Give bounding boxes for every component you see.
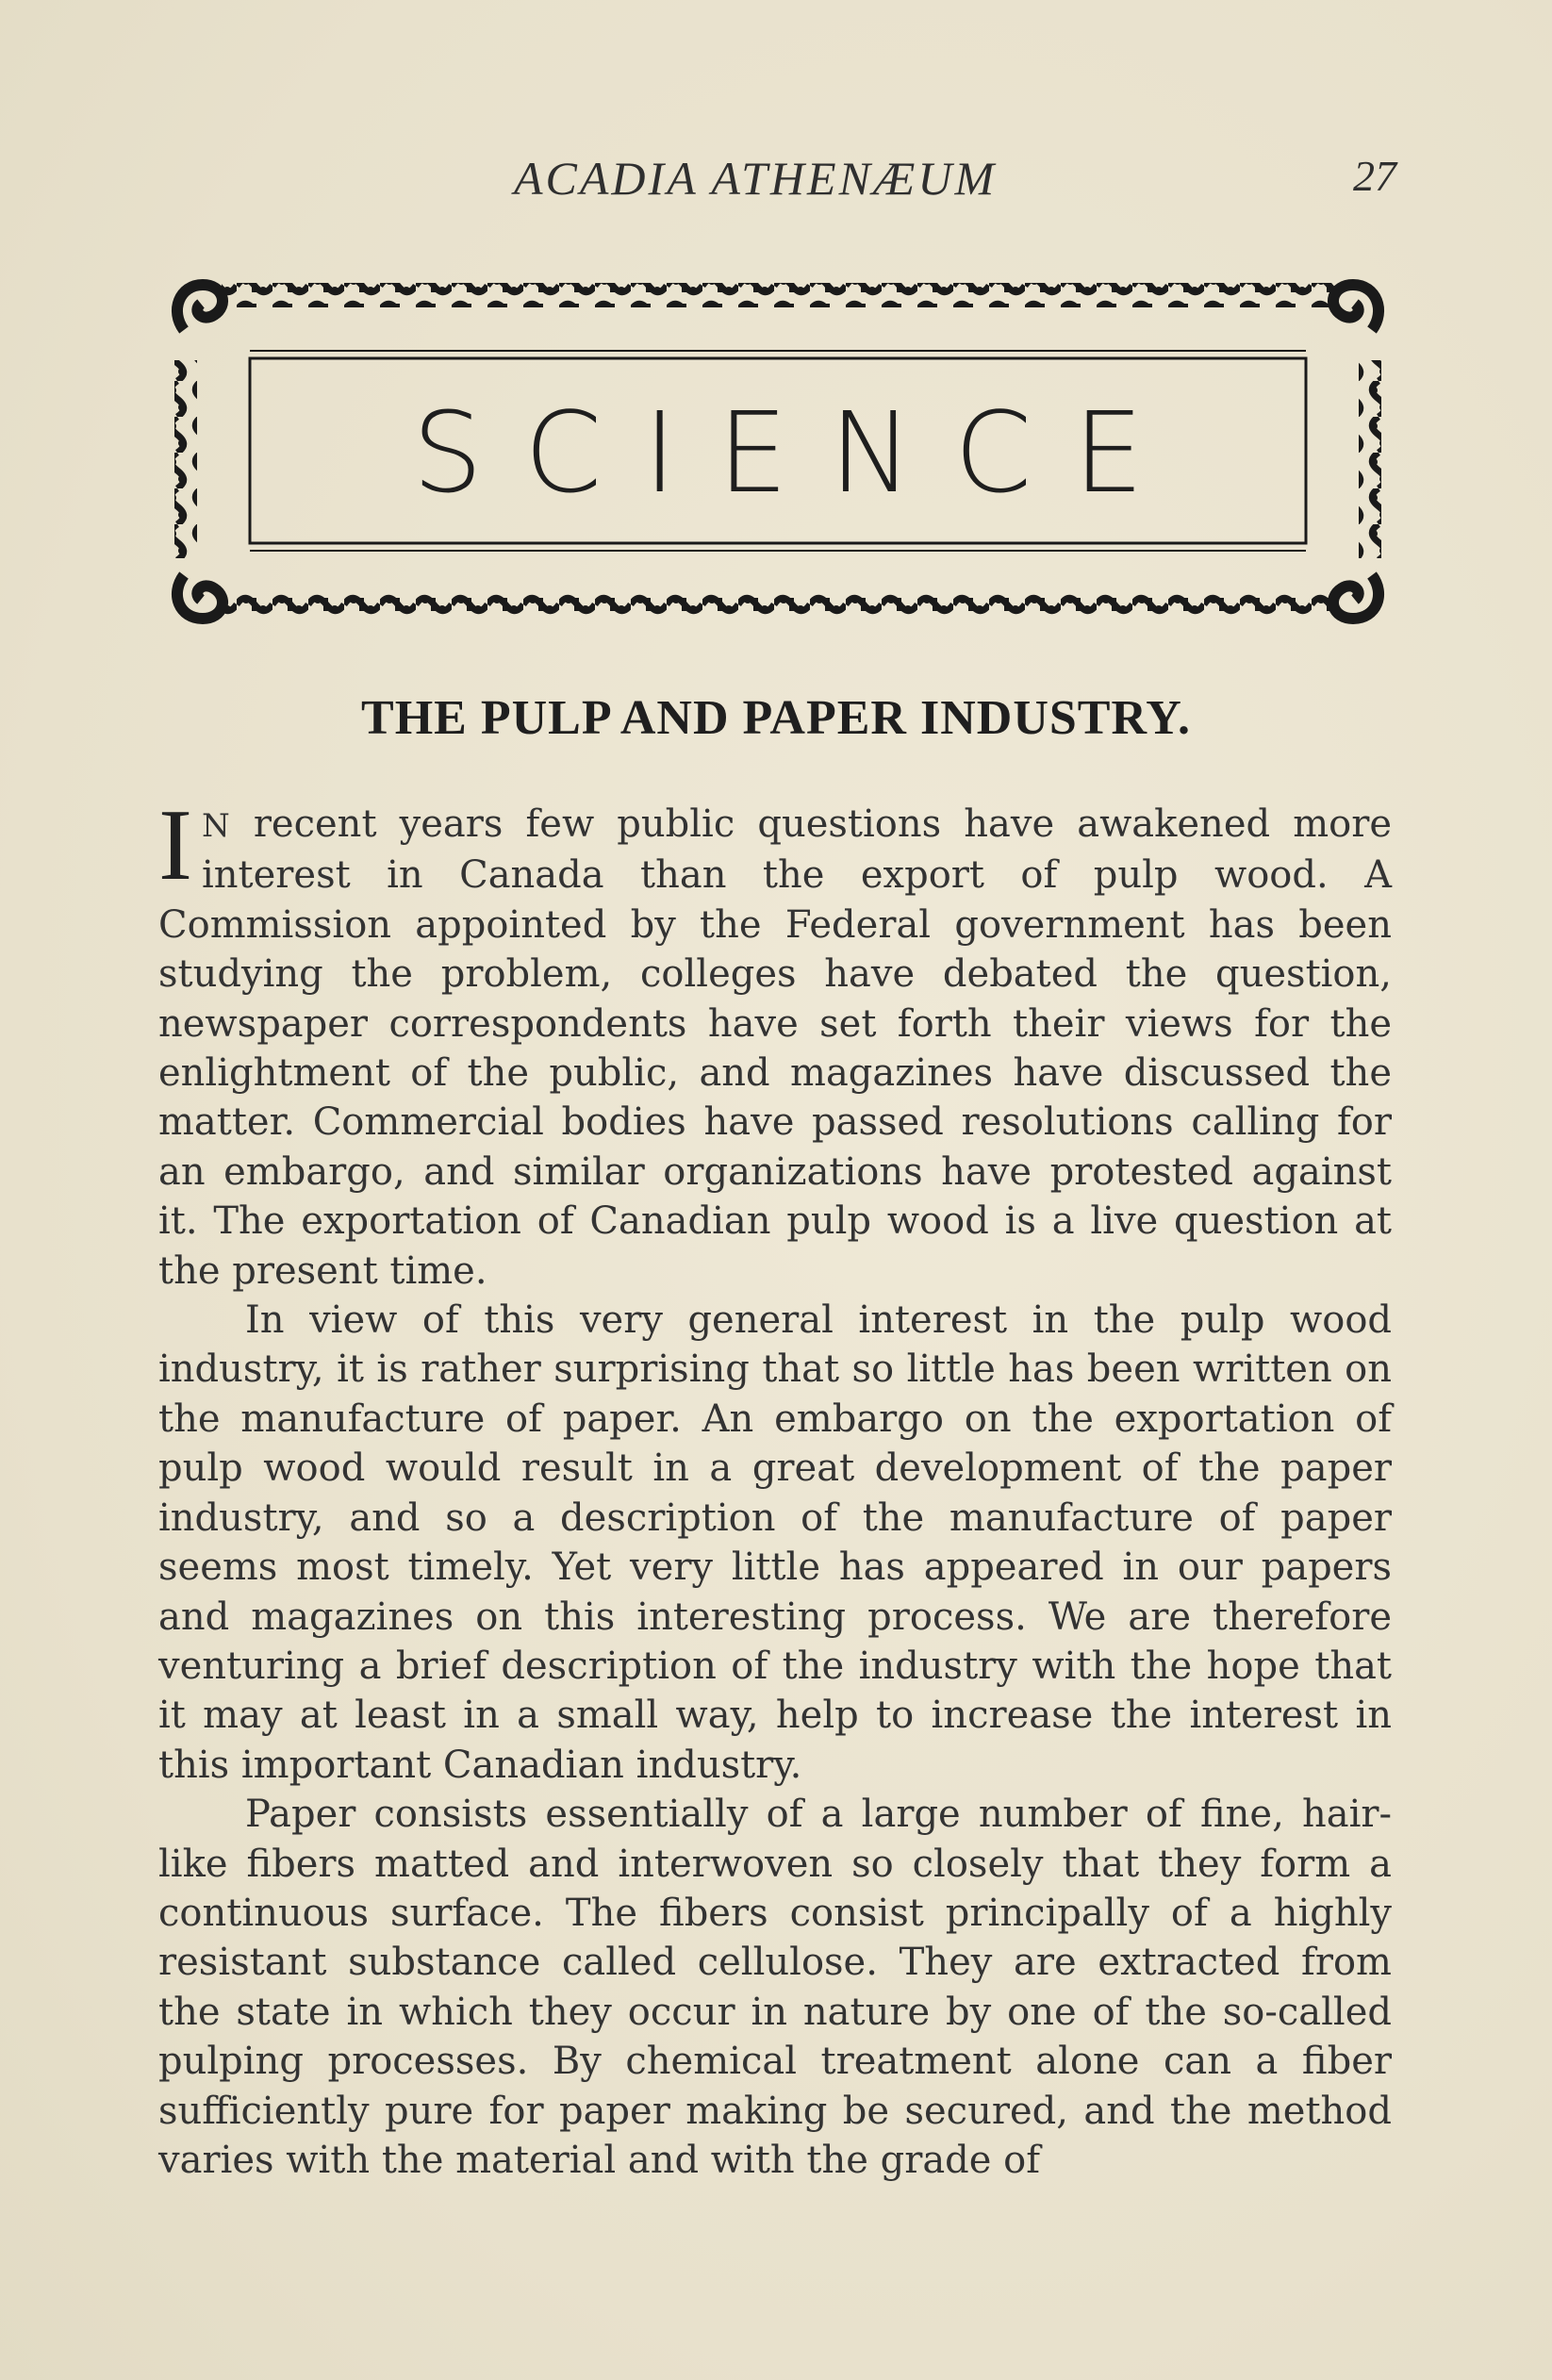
section-title: SCIENCE [412, 388, 1185, 518]
running-head [0, 151, 1552, 207]
paragraph-1 [158, 789, 1392, 1296]
page-number: 27 [1353, 152, 1396, 200]
running-title: ACADIA ATHENÆUM [514, 152, 998, 205]
article-title: THE PULP AND PAPER INDUSTRY. [361, 691, 1191, 745]
drop-cap: I [158, 789, 192, 901]
article-body [158, 789, 1392, 2185]
section-banner [165, 273, 1391, 632]
paragraph-2: In view of this very general interest in the pulp wood industry, it is rather surprising that so little has been written on the manufacture of paper. An embargo on the exportation of pulp wood would result in a great development of the paper industry, and so a description of the manufacture of paper seems most timely. Yet very little has appeared in our papers and magazines on this interesting process. We are therefore venturing a brief description of the industry with the hope that it may at least in a small way, help to increase the interest in this important Canadian industry. [158, 1298, 1392, 1787]
paragraph-3: Paper consists essentially of a large number of fine, hair-like fibers matted and interwoven so closely that they form a continuous surface. The fibers consist principally of a highly resistant substance called cellulose. They are extracted from the state in which they occur in nature by one of the so-called pulping processes. By chemical treatment alone can a fiber sufficiently pure for paper making be secured, and the method varies with the material and with the grade of [158, 1793, 1392, 2182]
first-word-rest: N [201, 807, 231, 845]
paragraph-text: recent years few public questions have awakened more interest in Canada than the export of pulp wood. A Commission appointed by the Federal government has been studying the problem, colleges have debated the question, newspaper correspondents have set forth their views for the enlightment of the public, and magazines have discussed the matter. Commercial bodies have passed resolutions calling for an embargo, and similar organizations have protested against it. The exportation of Canadian pulp wood is a live question at the present time. [158, 802, 1392, 1293]
